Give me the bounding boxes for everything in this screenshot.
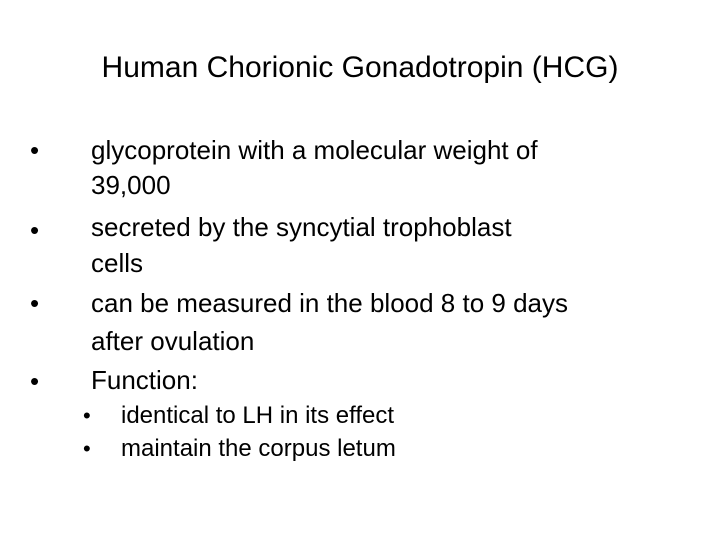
bullet-marker: • (30, 215, 40, 245)
sub-bullet-marker: • (83, 403, 91, 428)
bullet-text-line: 39,000 (91, 170, 171, 200)
sub-bullet-text: identical to LH in its effect (121, 402, 395, 429)
bullet-text-line: glycoprotein with a molecular weight of (91, 135, 538, 165)
sub-bullet-marker: • (83, 436, 91, 461)
bullet-text-line: cells (91, 248, 144, 278)
bullet-text-line: can be measured in the blood 8 to 9 days (91, 288, 568, 318)
sub-bullet-text: maintain the corpus letum (121, 435, 396, 462)
bullet-marker: • (30, 135, 40, 165)
bullet-text-line: secreted by the syncytial trophoblast (91, 212, 512, 242)
bullet-marker: • (30, 288, 40, 318)
bullet-marker: • (30, 366, 40, 396)
bullet-text-line: Function: (91, 365, 198, 395)
slide-title: Human Chorionic Gonadotropin (HCG) (101, 51, 619, 84)
bullet-text-line: after ovulation (91, 326, 255, 356)
